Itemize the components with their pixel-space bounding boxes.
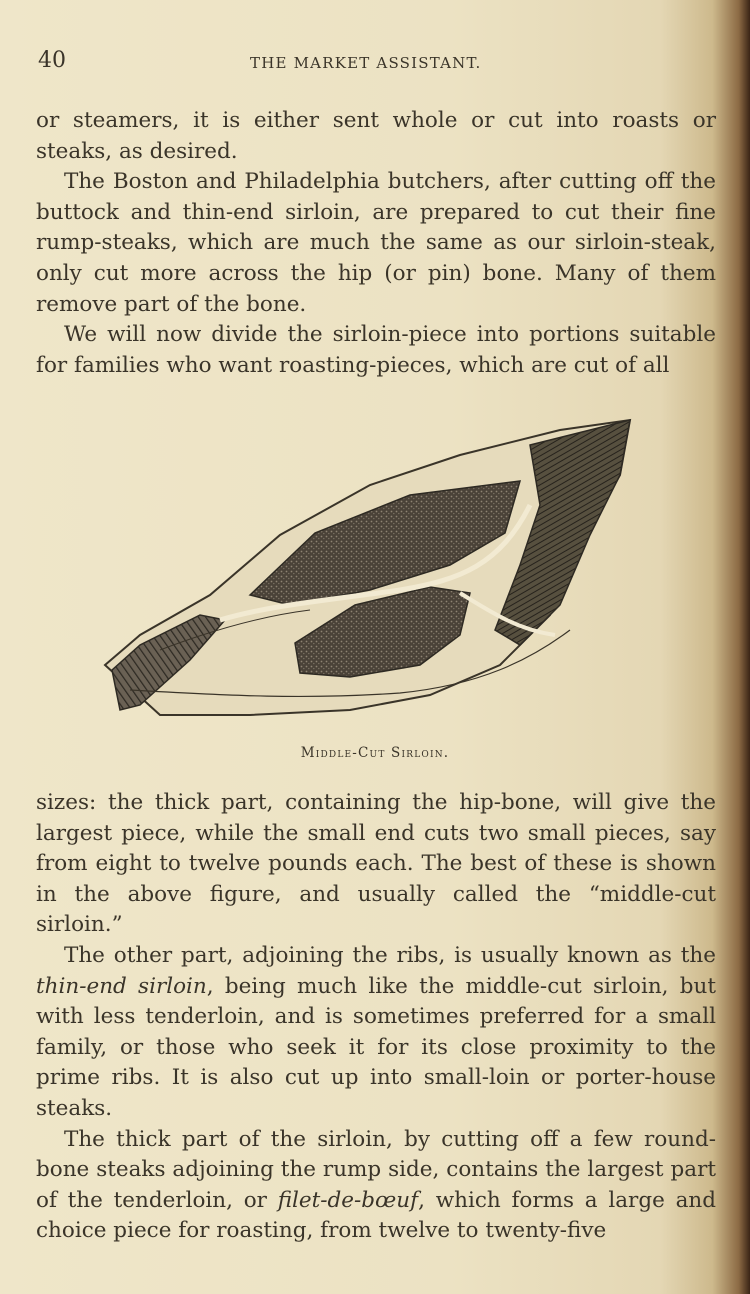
running-title: THE MARKET ASSISTANT. — [250, 54, 482, 72]
page-number: 40 — [38, 48, 66, 73]
text-span: The other part, adjoining the ribs, is usually known as the — [64, 942, 716, 968]
paragraph: sizes: the thick part, containing the hip-bone, will give the largest piece, while the small end cuts two small pieces, say from eight to twelve pounds each. The best of these is shown in the above figure, and usually called the “middle-cut sirloin.” — [36, 790, 716, 938]
text-span: , which forms a large and choice piece for roasting, from twelve to twenty-five — [36, 1187, 716, 1244]
paragraph: We will now divide the sirloin-piece into portions suitable for families who want roasting-pieces, which are cut of all — [36, 322, 716, 378]
middle-cut-sirloin-illustration — [100, 415, 640, 725]
paragraph: The Boston and Philadelphia butchers, after cutting off the buttock and thin-end sirloin, are prepared to cut their fine rump-steaks, which are much the same as our sirloin-steak, only cut more across the hip (or pin) bone. Many of them remove part of the bone. — [36, 169, 716, 317]
paragraph — [36, 1125, 716, 1247]
italic-term: filet-de-bœuf — [277, 1187, 419, 1213]
text-span: The thick part of the sirloin, by cutting off a few round-bone steaks adjoining the rump side, contains the largest part of the tenderloin, or — [36, 1126, 716, 1213]
page-header — [38, 44, 718, 84]
bottom-text-block — [36, 788, 716, 1247]
paragraph — [36, 941, 716, 1125]
figure-caption: Middle-Cut Sirloin. — [300, 745, 450, 761]
text-span: , being much like the middle-cut sirloin, but with less tenderloin, and is sometimes preferred for a small family, or those who seek it for its close proximity to the prime ribs. It is also cut up into small-loin or porter-house steaks. — [36, 973, 716, 1121]
paragraph: or steamers, it is either sent whole or cut into roasts or steaks, as desired. — [36, 108, 716, 164]
top-text-block — [36, 106, 716, 381]
italic-term: thin-end sirloin — [36, 973, 207, 999]
